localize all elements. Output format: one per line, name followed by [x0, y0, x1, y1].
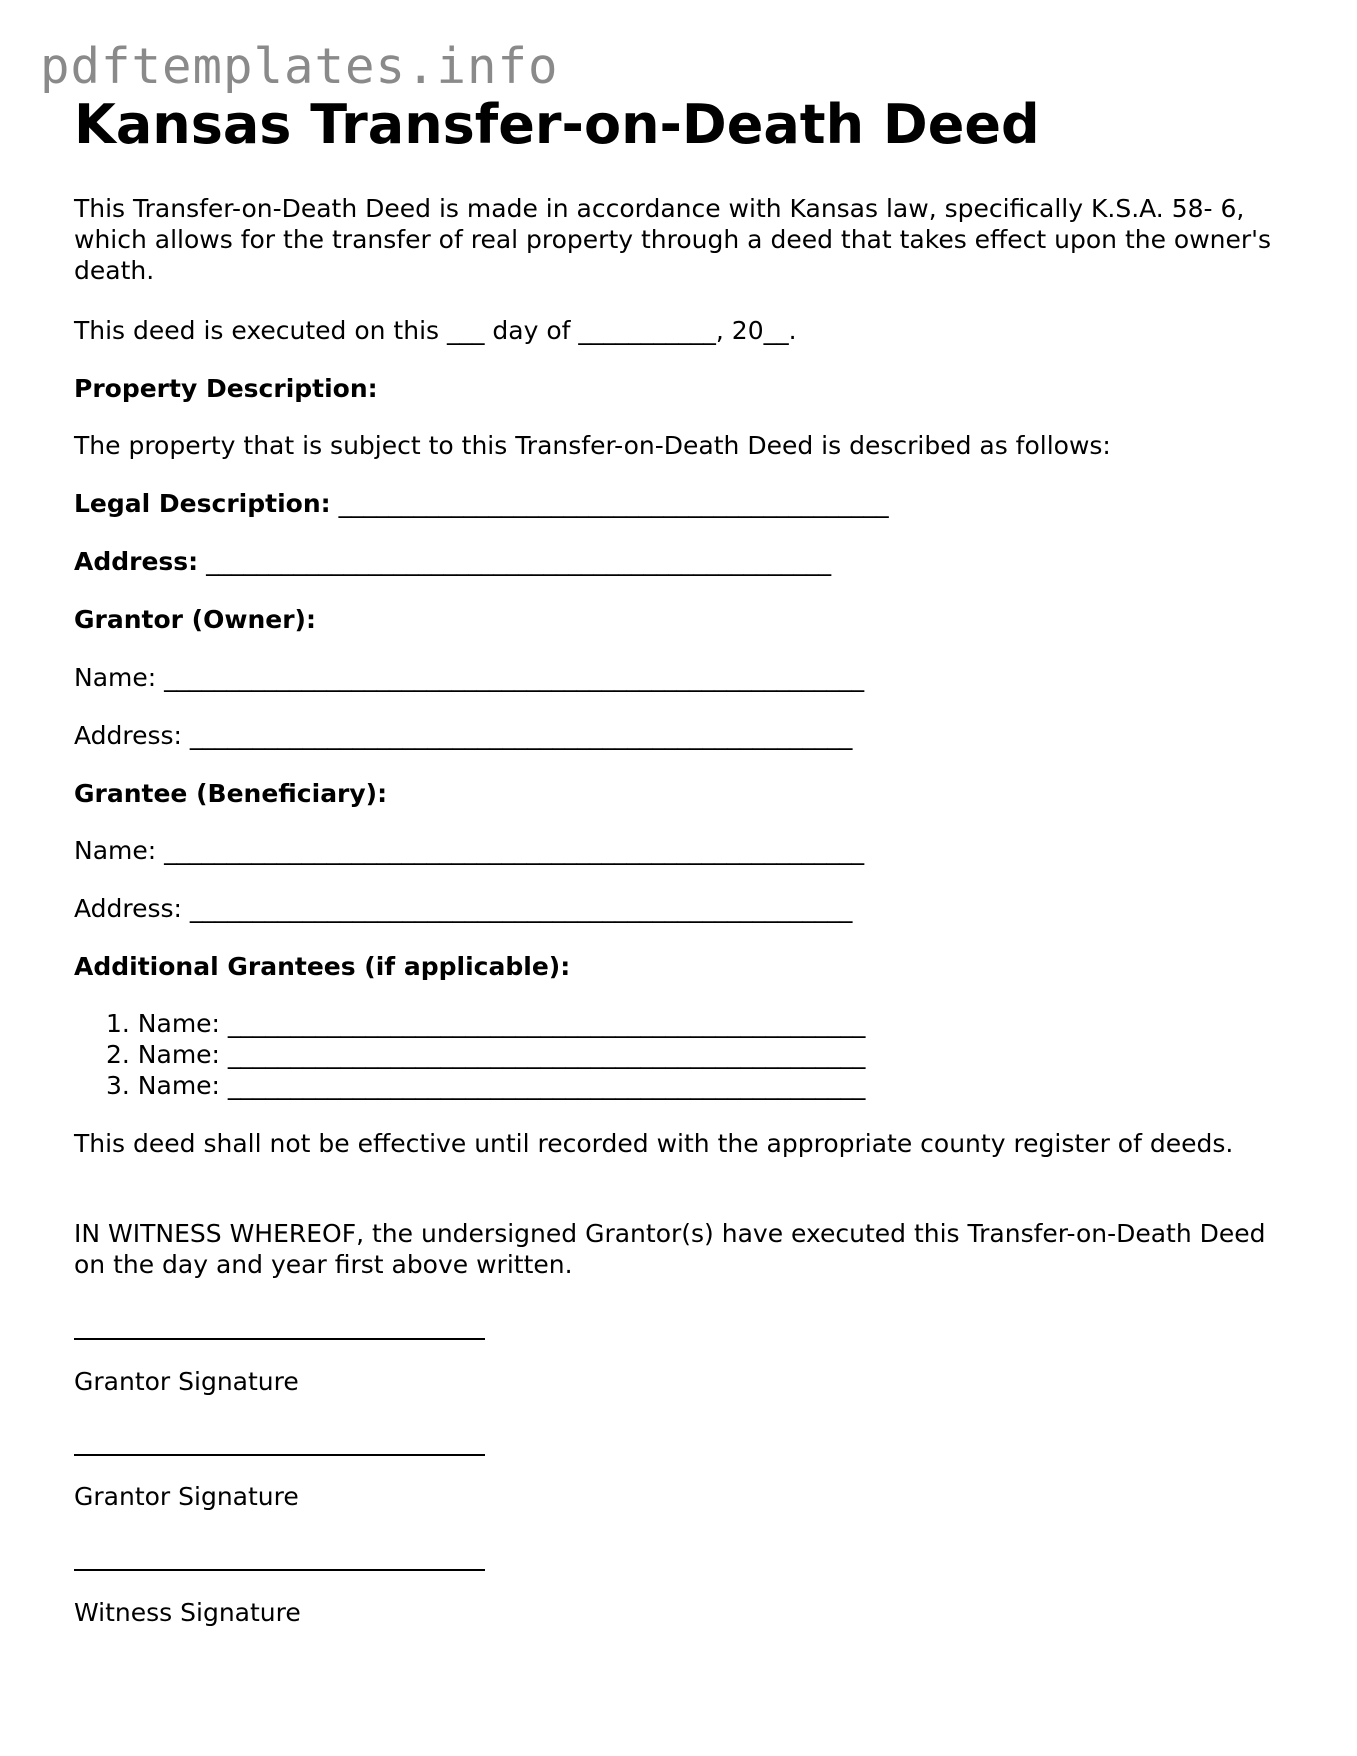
signature-line — [74, 1569, 485, 1571]
list-item: 3. Name: ___________________________________________________ — [106, 1071, 866, 1100]
intro-paragraph: This Transfer-on-Death Deed is made in accordance with Kansas law, specifically K.S.A. 58- 6, which allows for the transfer of real property through a deed that takes effect upon the owner's death. — [74, 194, 1272, 285]
grantee-heading: Grantee (Beneficiary): — [74, 779, 388, 808]
additional-grantees-heading: Additional Grantees (if applicable): — [74, 952, 571, 981]
list-item: 2. Name: ___________________________________________________ — [106, 1040, 866, 1069]
watermark-logo: pdftemplates.info — [40, 38, 559, 95]
grantor-signature-label: Grantor Signature — [74, 1482, 299, 1511]
effective-paragraph: This deed shall not be effective until recorded with the appropriate county register of deeds. — [74, 1129, 1234, 1158]
signature-line — [74, 1454, 485, 1456]
execution-date-line: This deed is executed on this ___ day of ___________, 20__. — [74, 316, 797, 345]
additional-grantees-list — [106, 1008, 865, 1101]
legal-description-label: Legal Description: — [74, 489, 331, 518]
property-description-text: The property that is subject to this Transfer-on-Death Deed is described as follows: — [74, 431, 1111, 460]
property-address-blank: __________________________________________________ — [206, 547, 832, 576]
signature-line — [74, 1338, 485, 1340]
grantee-name-field: Name: ________________________________________________________ — [74, 836, 865, 865]
list-item: 1. Name: ___________________________________________________ — [106, 1009, 866, 1038]
grantor-signature-label: Grantor Signature — [74, 1367, 299, 1396]
property-address-field — [74, 546, 831, 577]
legal-description-field — [74, 488, 889, 519]
witness-paragraph: IN WITNESS WHEREOF, the undersigned Grantor(s) have executed this Transfer-on-Death Deed on the day and year first above written. — [74, 1219, 1266, 1279]
witness-signature-label: Witness Signature — [74, 1598, 301, 1627]
grantor-heading: Grantor (Owner): — [74, 605, 316, 634]
property-address-label: Address: — [74, 547, 199, 576]
property-description-heading: Property Description: — [74, 374, 378, 403]
grantor-address-field: Address: _____________________________________________________ — [74, 721, 853, 750]
grantor-name-field: Name: ________________________________________________________ — [74, 663, 865, 692]
grantee-address-field: Address: _____________________________________________________ — [74, 894, 853, 923]
document-title: Kansas Transfer-on-Death Deed — [74, 93, 1040, 156]
legal-description-blank: ____________________________________________ — [338, 489, 889, 518]
